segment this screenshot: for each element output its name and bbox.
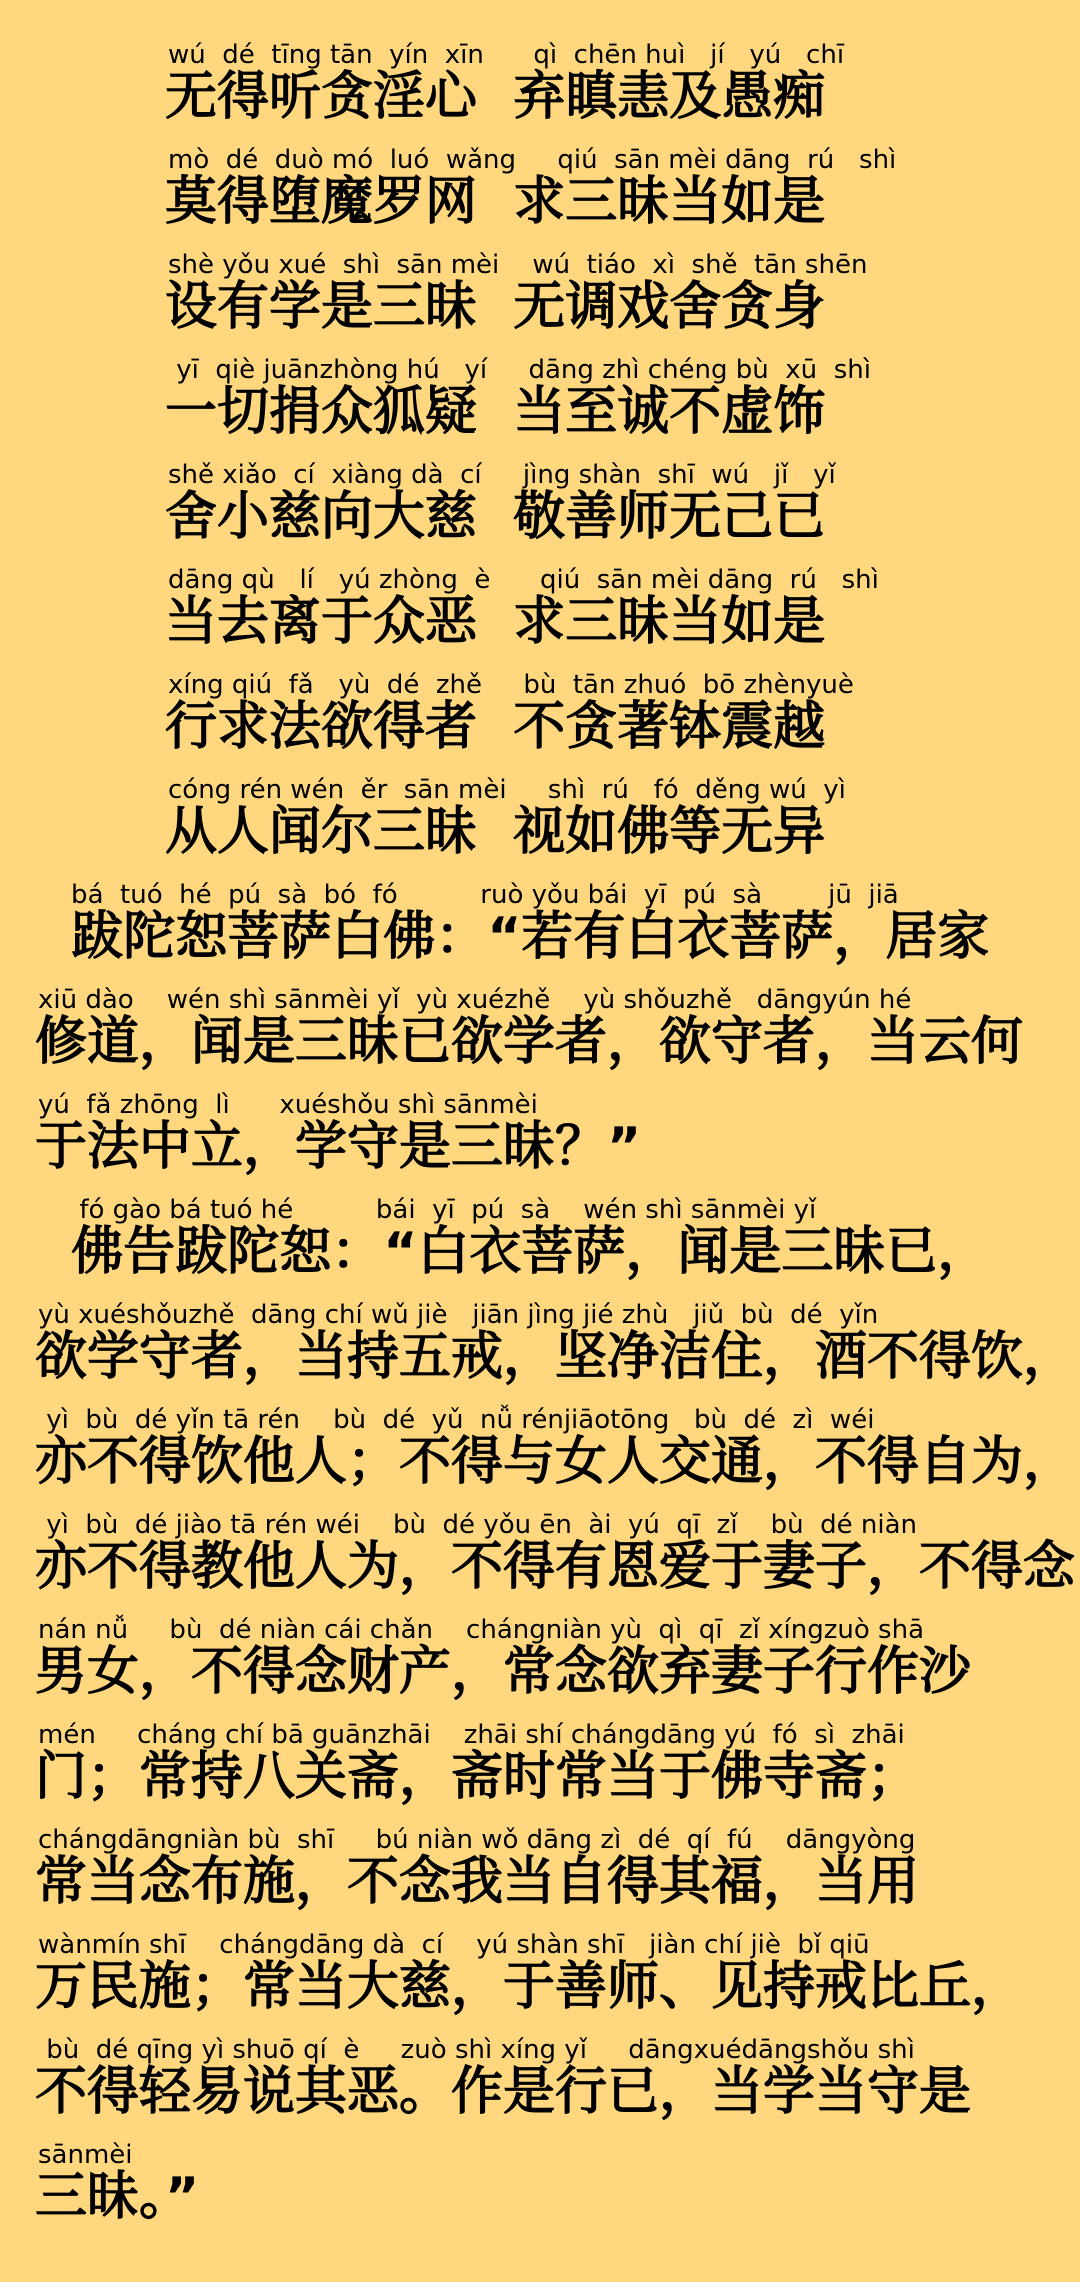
- verse-text: 设有学是三昧 无调戏舍贪身: [165, 277, 826, 337]
- pinyin-annotation: cóng rén wén ěr sān mèi shì rú fó děng wú yì: [168, 775, 846, 805]
- pinyin-annotation: yì bù dé yǐn tā rén bù dé yǔ nǚ rénjiāotōng bù dé zì wéi: [38, 1405, 875, 1435]
- pinyin-annotation: bá tuó hé pú sà bó fó ruò yǒu bái yī pú sà jū jiā: [38, 880, 899, 910]
- pinyin-annotation: yú fǎ zhōng lì xuéshǒu shì sānmèi: [38, 1090, 538, 1120]
- prose-text: 万民施；常当大慈，于善师、见持戒比丘，: [35, 1957, 1024, 2017]
- pinyin-annotation: shè yǒu xué shì sān mèi wú tiáo xì shě tān shēn: [168, 250, 868, 280]
- prose-text: 修道，闻是三昧已欲学者，欲守者，当云何: [35, 1012, 1024, 1072]
- prose-text: 亦不得饮他人；不得与女人交通，不得自为，: [35, 1432, 1076, 1492]
- verse-text: 一切捐众狐疑 当至诚不虚饰: [165, 382, 826, 442]
- prose-text: 亦不得教他人为，不得有恩爱于妻子，不得念: [35, 1537, 1076, 1597]
- pinyin-annotation: shě xiǎo cí xiàng dà cí jìng shàn shī wú jǐ yǐ: [168, 460, 836, 490]
- prose-text: 于法中立，学守是三昧？”: [35, 1117, 642, 1177]
- prose-text: 常当念布施，不念我当自得其福，当用: [35, 1852, 920, 1912]
- pinyin-annotation: mò dé duò mó luó wǎng qiú sān mèi dāng rú shì: [168, 145, 897, 175]
- verse-text: 莫得堕魔罗网 求三昧当如是: [165, 172, 826, 232]
- prose-text: 跋陀恕菩萨白佛：“若有白衣菩萨，居家: [35, 907, 990, 967]
- prose-text: 佛告跋陀恕：“白衣菩萨，闻是三昧已，: [35, 1222, 990, 1282]
- pinyin-annotation: wànmín shī chángdāng dà cí yú shàn shī jiàn chí jiè bǐ qiū: [38, 1930, 870, 1960]
- pinyin-annotation: bù dé qīng yì shuō qí è zuò shì xíng yǐ dāngxuédāngshǒu shì: [38, 2035, 915, 2065]
- pinyin-annotation: wú dé tīng tān yín xīn qì chēn huì jí yú chī: [168, 40, 845, 70]
- pinyin-annotation: yù xuéshǒuzhě dāng chí wǔ jiè jiān jìng jié zhù jiǔ bù dé yǐn: [38, 1300, 879, 1330]
- prose-text: 男女，不得念财产，常念欲弃妻子行作沙: [35, 1642, 972, 1702]
- verse-text: 行求法欲得者 不贪著钵震越: [165, 697, 826, 757]
- pinyin-annotation: xiū dào wén shì sānmèi yǐ yù xuézhě yù shǒuzhě dāngyún hé: [38, 985, 912, 1015]
- verse-text: 当去离于众恶 求三昧当如是: [165, 592, 826, 652]
- pinyin-annotation: sānmèi: [38, 2140, 133, 2170]
- pinyin-annotation: mén cháng chí bā guānzhāi zhāi shí chángdāng yú fó sì zhāi: [38, 1720, 905, 1750]
- prose-text: 三昧。”: [35, 2167, 200, 2227]
- prose-text: 欲学守者，当持五戒，坚净洁住，酒不得饮，: [35, 1327, 1076, 1387]
- verse-text: 无得听贪淫心 弃瞋恚及愚痴: [165, 67, 826, 127]
- pinyin-annotation: chángdāngniàn bù shī bú niàn wǒ dāng zì dé qí fú dāngyòng: [38, 1825, 916, 1855]
- prose-text: 不得轻易说其恶。作是行已，当学当守是: [35, 2062, 972, 2122]
- pinyin-annotation: yì bù dé jiào tā rén wéi bù dé yǒu ēn ài yú qī zǐ bù dé niàn: [38, 1510, 917, 1540]
- prose-text: 门；常持八关斋，斋时常当于佛寺斋；: [35, 1747, 920, 1807]
- pinyin-annotation: dāng qù lí yú zhòng è qiú sān mèi dāng rú shì: [168, 565, 879, 595]
- pinyin-annotation: yī qiè juānzhòng hú yí dāng zhì chéng bù xū shì: [168, 355, 871, 385]
- pinyin-annotation: fó gào bá tuó hé bái yī pú sà wén shì sānmèi yǐ: [38, 1195, 817, 1225]
- verse-text: 从人闻尔三昧 视如佛等无异: [165, 802, 826, 862]
- pinyin-annotation: nán nǚ bù dé niàn cái chǎn chángniàn yù qì qī zǐ xíngzuò shā: [38, 1615, 925, 1645]
- pinyin-annotation: xíng qiú fǎ yù dé zhě bù tān zhuó bō zhènyuè: [168, 670, 854, 700]
- verse-text: 舍小慈向大慈 敬善师无己已: [165, 487, 826, 547]
